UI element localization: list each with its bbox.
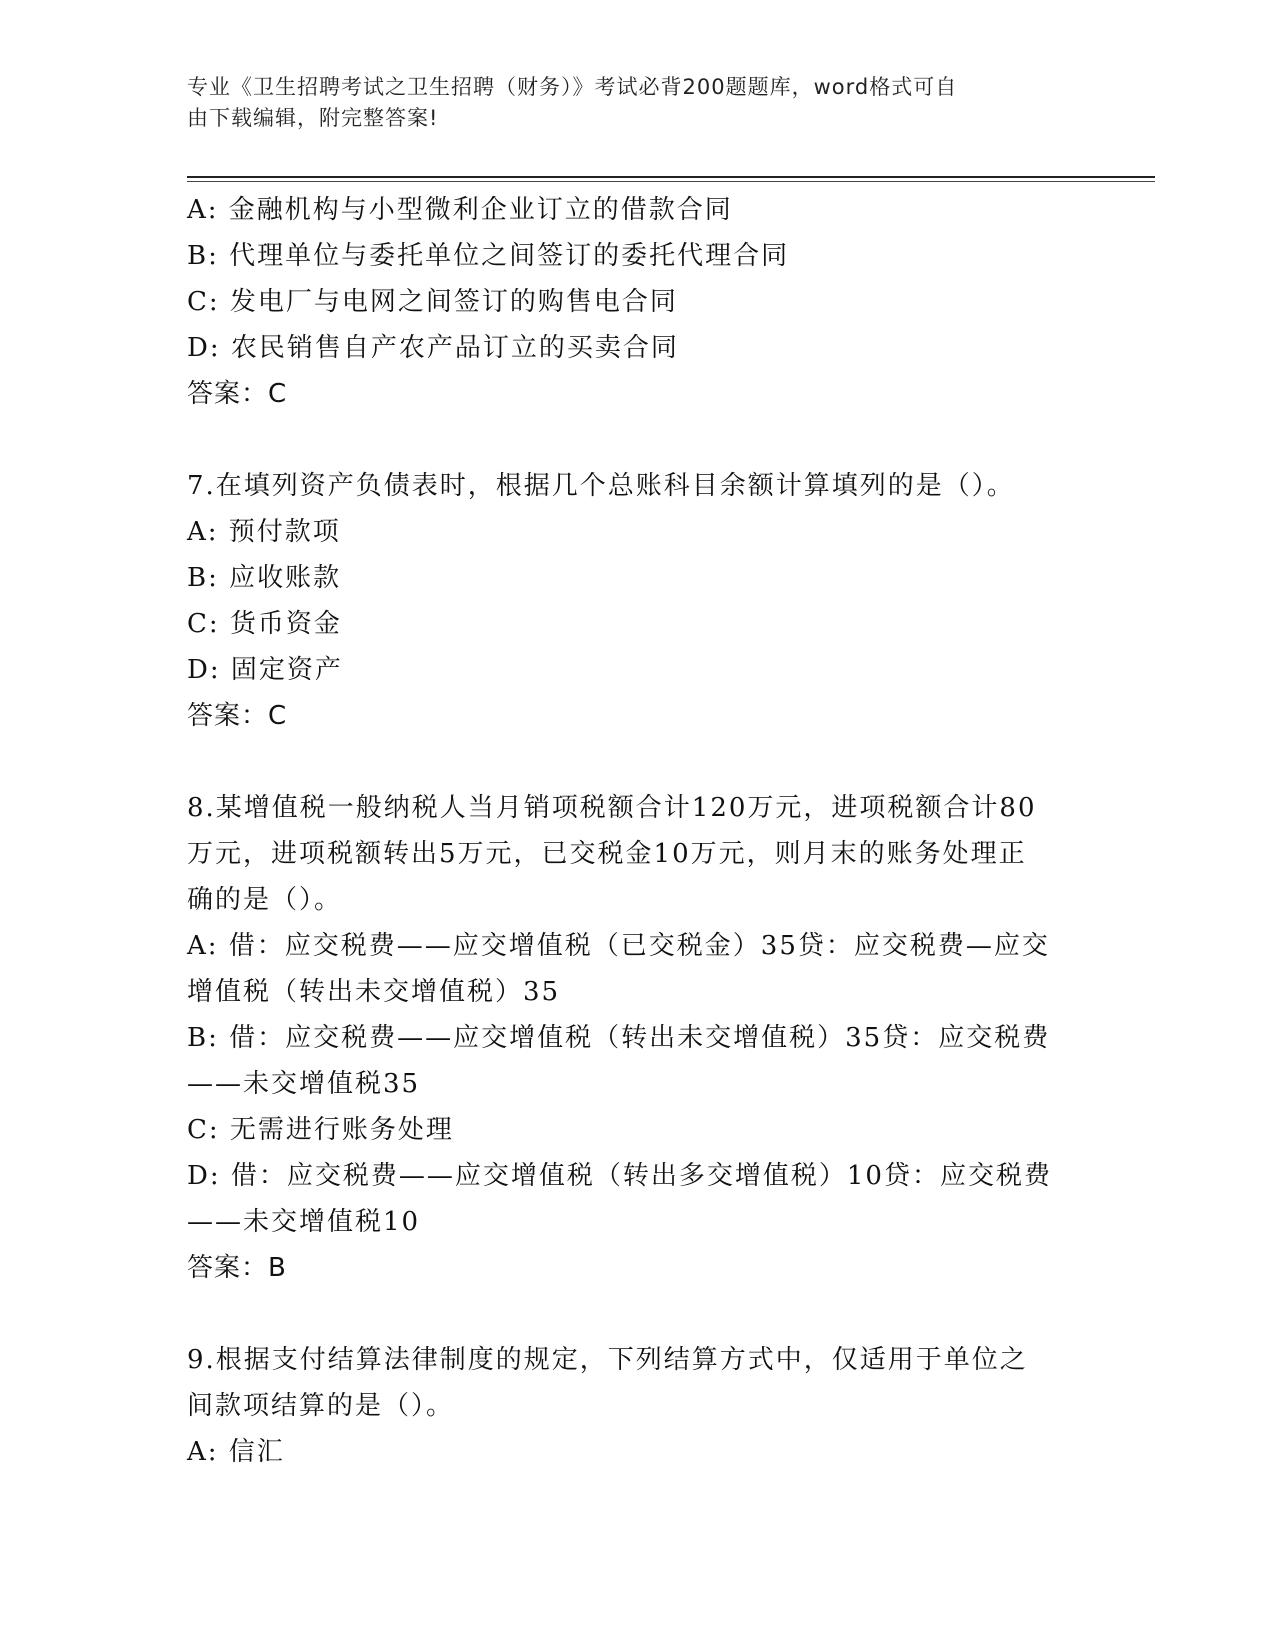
header-divider-thick <box>187 176 1155 178</box>
document-header <box>187 72 1067 134</box>
question-8-option-a-line-1: A: 借：应交税费——应交增值税（已交税金）35贷：应交税费—应交 <box>187 931 1050 961</box>
question-list <box>187 187 1087 1475</box>
header-title-line-2: 由下载编辑，附完整答案! <box>187 106 439 130</box>
question-8-option-a-line-2: 增值税（转出未交增值税）35 <box>187 977 561 1007</box>
question-8-stem-line-2: 万元，进项税额转出5万元，已交税金10万元，则月末的账务处理正 <box>187 839 1027 869</box>
question-9-stem-line-2: 间款项结算的是（）。 <box>187 1391 455 1421</box>
question-7-answer: 答案：C <box>187 701 288 731</box>
question-8-option-d-line-2: ——未交增值税10 <box>187 1207 421 1237</box>
spacer <box>187 739 1087 785</box>
question-7-stem: 7.在填列资产负债表时，根据几个总账科目余额计算填列的是（）。 <box>187 471 1015 501</box>
question-9 <box>187 1337 1087 1475</box>
question-8 <box>187 785 1087 1291</box>
header-divider-thin <box>187 181 1155 182</box>
question-6-option-c: C: 发电厂与电网之间签订的购售电合同 <box>187 287 678 317</box>
question-6-option-a: A: 金融机构与小型微利企业订立的借款合同 <box>187 195 733 225</box>
question-7 <box>187 463 1087 739</box>
question-8-stem-line-3: 确的是（）。 <box>187 885 343 915</box>
question-6-answer: 答案：C <box>187 379 288 409</box>
header-title-line-1: 专业《卫生招聘考试之卫生招聘（财务）》考试必背200题题库，word格式可自 <box>187 75 958 99</box>
question-6-option-d: D: 农民销售自产农产品订立的买卖合同 <box>187 333 679 363</box>
question-8-option-d-line-1: D: 借：应交税费——应交增值税（转出多交增值税）10贷：应交税费 <box>187 1161 1052 1191</box>
spacer <box>187 417 1087 463</box>
question-9-stem-line-1: 9.根据支付结算法律制度的规定，下列结算方式中，仅适用于单位之 <box>187 1345 1028 1375</box>
question-6 <box>187 187 1087 417</box>
question-8-option-b-line-2: ——未交增值税35 <box>187 1069 421 1099</box>
spacer <box>187 1291 1087 1337</box>
question-8-answer: 答案：B <box>187 1253 287 1283</box>
question-6-option-b: B: 代理单位与委托单位之间签订的委托代理合同 <box>187 241 790 271</box>
question-7-option-d: D: 固定资产 <box>187 655 343 685</box>
question-7-option-b: B: 应收账款 <box>187 563 342 593</box>
question-9-option-a: A: 信汇 <box>187 1437 285 1467</box>
question-8-option-c: C: 无需进行账务处理 <box>187 1115 454 1145</box>
question-7-option-a: A: 预付款项 <box>187 517 341 547</box>
question-8-stem-line-1: 8.某增值税一般纳税人当月销项税额合计120万元，进项税额合计80 <box>187 793 1037 823</box>
question-8-option-b-line-1: B: 借：应交税费——应交增值税（转出未交增值税）35贷：应交税费 <box>187 1023 1051 1053</box>
question-7-option-c: C: 货币资金 <box>187 609 342 639</box>
